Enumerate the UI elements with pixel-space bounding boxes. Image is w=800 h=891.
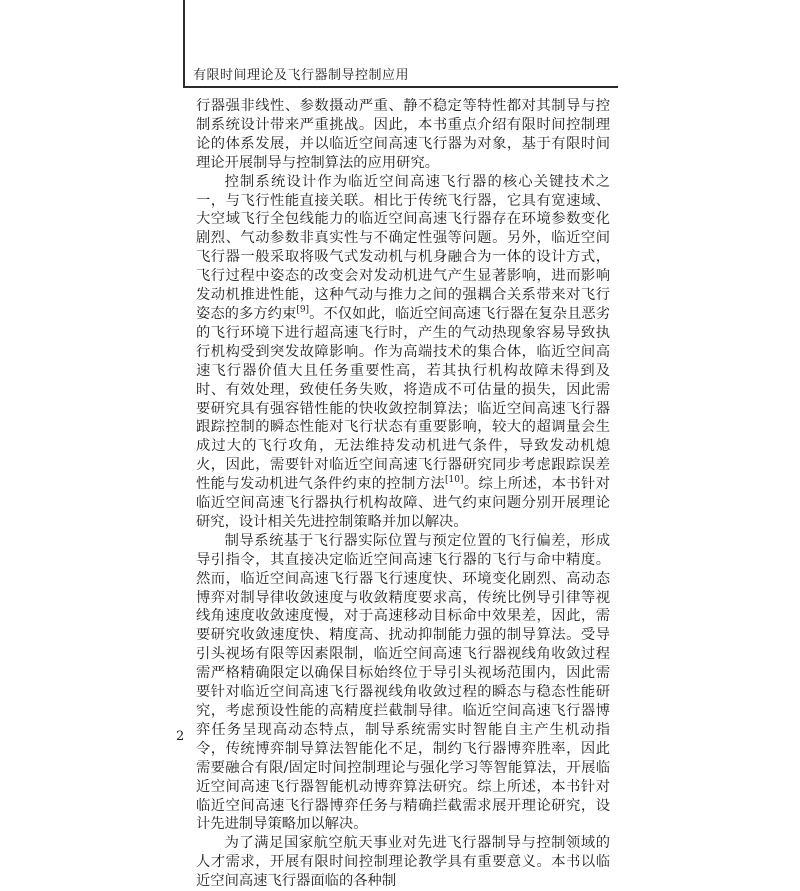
paragraph-text: 制导系统基于飞行器实际位置与预定位置的飞行偏差，形成导引指令，其直接决定临近空间高速飞行器的飞行与命中精度。然而，临近空间高速飞行器飞行速度快、环境变化剧烈、高动态博弈对制导律收敛速度与收敛精度要求高，传统比例导引律等视线角速度收敛速度慢，对于高速移动目标命中效果差，因此，需要研究收敛速度快、精度高、扰动抑制能力强的制导算法。受导引头视场有限等因素限制，临近空间高速飞行器视线角收敛过程需严格精确限定以确保目标始终位于导引头视场范围内，因此需要针对临近空间高速飞行器视线角收敛过程的瞬态与稳态性能研究，考虑预设性能的高精度拦截制导律。临近空间高速飞行器博弈任务呈现高动态特点，制导系统需实时智能自主产生机动指令，传统博弈制导算法智能化不足，制约飞行器博弈胜率，因此需要融合有限/固定时间控制理论与强化学习等智能算法，开展临近空间高速飞行器智能机动博弈算法研究。综上所述，本书针对临近空间高速飞行器博弈任务与精确拦截需求展开理论研究，设计先进制导策略加以解决。 xyxy=(196,532,610,833)
paragraph-1 xyxy=(196,97,610,173)
paragraph-text: 为了满足国家航空航天事业对先进飞行器制导与控制领域的人才需求，开展有限时间控制理论教学具有重要意义。本书以临近空间高速飞行器面临的各种制 xyxy=(196,835,610,890)
paragraph-4 xyxy=(196,834,610,891)
citation-ref: [9] xyxy=(296,305,310,316)
body-text xyxy=(196,97,610,891)
header-vertical-rule xyxy=(183,0,185,88)
citation-ref: [10] xyxy=(445,475,464,486)
paragraph-text: 。综上所述，本书针对临近空间高速飞行器执行机构故障、进气约束问题分别开展理论研究，设计相关先进控制策略并加以解决。 xyxy=(196,476,611,530)
page-number: 2 xyxy=(176,729,185,744)
paragraph-text: 行器强非线性、参数摄动严重、静不稳定等特性都对其制导与控制系统设计带来严重挑战。因此，本书重点介绍有限时间控制理论的体系发展，并以临近空间高速飞行器为对象，基于有限时间理论开展制导与控制算法的应用研究。 xyxy=(196,98,610,171)
paragraph-text: 。不仅如此，临近空间高速飞行器在复杂且恶劣的飞行环境下进行超高速飞行时，产生的气动热现象容易导致执行机构受到突发故障影响。作为高端技术的集合体，临近空间高速飞行器价值大且任务重要性高，若其执行机构故障未得到及时、有效处理，致使任务失败，将造成不可估量的损失，因此需要研究具有强容错性能的快收敛控制算法；临近空间高速飞行器跟踪控制的瞬态性能对飞行状态有重要影响，较大的超调量会生成过大的飞行攻角，无法维持发动机进气条件，导致发动机熄火，因此，需要针对临近空间高速飞行器研究同步考虑跟踪误差性能与发动机进气条件约束的控制方法 xyxy=(196,305,610,493)
paragraph-text: 控制系统设计作为临近空间高速飞行器的核心关键技术之一，与飞行性能直接关联。相比于传统飞行器，它具有宽速域、大空域飞行全包线能力的临近空间高速飞行器存在环境参数变化剧烈、气动参数非真实性与不确定性强等问题。另外，临近空间飞行器一般采取将吸气式发动机与机身融合为一体的设计方式，飞行过程中姿态的改变会对发动机进气产生显著影响，进而影响发动机推进性能，这种气动与推力之间的强耦合关系带来对飞行姿态的多方约束 xyxy=(196,173,610,322)
paragraph-2 xyxy=(196,173,610,532)
header-horizontal-rule xyxy=(183,86,618,88)
paragraph-3 xyxy=(196,532,610,835)
running-head: 有限时间理论及飞行器制导控制应用 xyxy=(193,68,410,83)
